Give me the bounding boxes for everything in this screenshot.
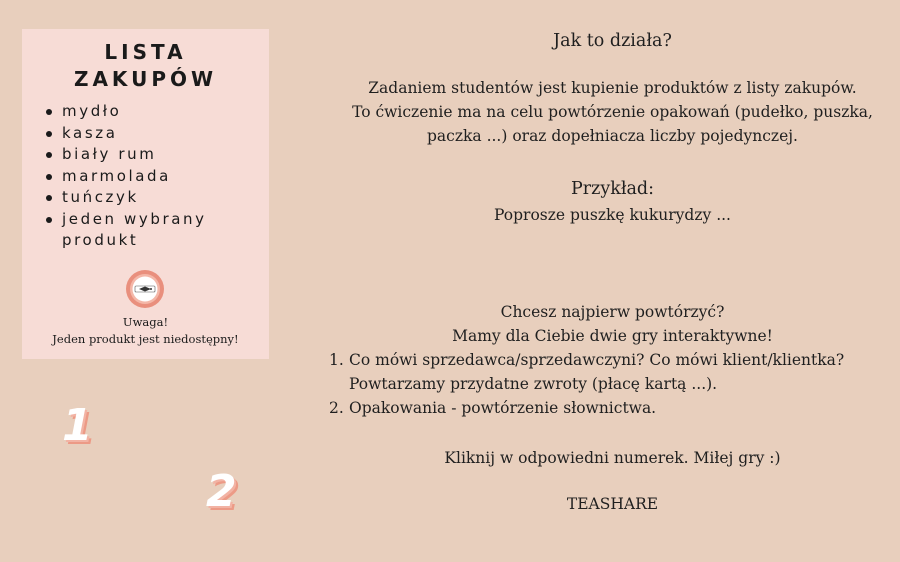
note-text: Jeden produkt jest niedostępny!	[52, 332, 239, 346]
intro-line: To ćwiczenie ma na celu powtórzenie opakowań (pudełko, puszka,	[352, 103, 873, 121]
practice-paragraph	[300, 300, 900, 348]
click-instruction: Kliknij w odpowiedni numerek. Miłej gry :)	[444, 449, 781, 467]
games-list	[329, 348, 899, 420]
list-item: kasza	[46, 123, 269, 145]
game-link-2[interactable]: 2	[206, 466, 237, 517]
practice-line: Mamy dla Ciebie dwie gry interaktywne!	[452, 327, 773, 345]
list-item: jeden wybrany produkt	[46, 209, 269, 252]
title-line-2: ZAKUPÓW	[73, 67, 218, 91]
note-warning: Uwaga!	[122, 315, 169, 329]
games-list-item	[329, 396, 899, 420]
games-list-text: Opakowania - powtórzenie słownictwa.	[349, 399, 657, 417]
intro-paragraph	[300, 76, 900, 148]
games-list-number: 1.	[329, 351, 344, 369]
brand-name: TEASHARE	[566, 495, 659, 513]
shopping-list-title	[22, 39, 269, 93]
shopping-list	[22, 101, 269, 252]
games-list-text: Co mówi sprzedawca/sprzedawczyni? Co mówi klient/klientka?	[349, 351, 845, 369]
instructions-panel	[300, 0, 900, 562]
games-list-text: Powtarzamy przydatne zwroty (płacę kartą ...).	[349, 375, 718, 393]
games-list-number: 2.	[329, 399, 344, 417]
games-list-item	[329, 348, 899, 396]
list-item: tuńczyk	[46, 187, 269, 209]
example-text: Poprosze puszkę kukurydzy ...	[493, 206, 731, 224]
shopping-list-card	[22, 29, 269, 359]
title-line-1: LISTA	[104, 40, 187, 64]
tin-can-icon	[125, 269, 165, 309]
card-note	[22, 314, 269, 348]
intro-line: Zadaniem studentów jest kupienie produktów z listy zakupów.	[368, 79, 857, 97]
example-title: Przykład:	[570, 179, 655, 199]
practice-line: Chcesz najpierw powtórzyć?	[500, 303, 725, 321]
page-title: Jak to działa?	[553, 31, 672, 51]
intro-line: paczka ...) oraz dopełniacza liczby pojedynczej.	[427, 127, 798, 145]
list-item: mydło	[46, 101, 269, 123]
list-item: biały rum	[46, 144, 269, 166]
game-link-1[interactable]: 1	[62, 400, 93, 451]
list-item: marmolada	[46, 166, 269, 188]
